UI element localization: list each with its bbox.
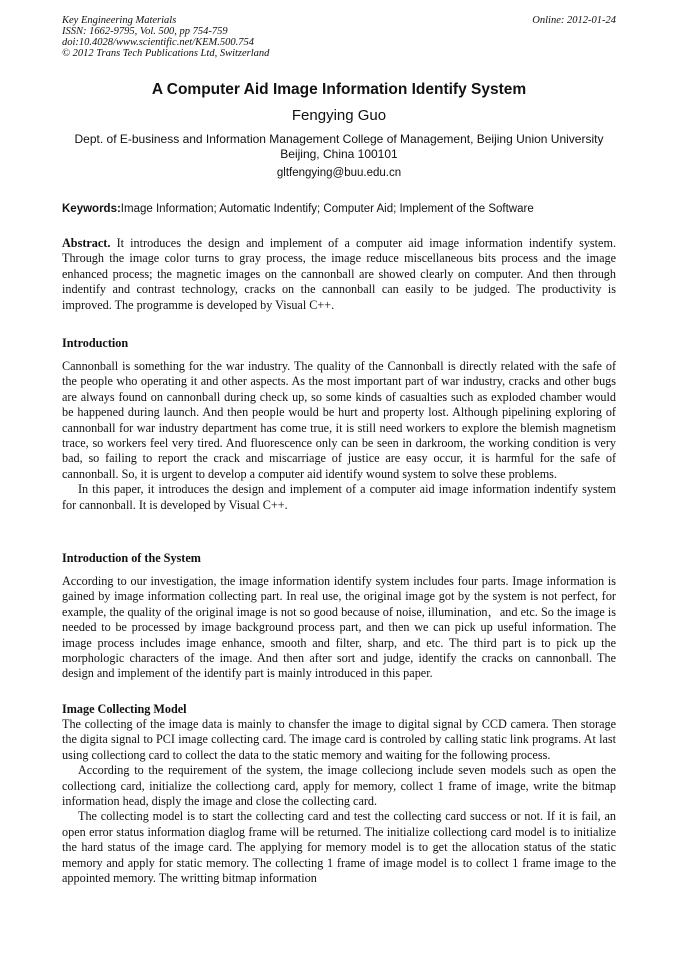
abstract-label: Abstract.	[62, 236, 111, 250]
author-name: Fengying Guo	[291, 107, 387, 124]
paragraph: The collecting of the image data is mainly to chansfer the image to digital signal by CCD camera. Then storage the digita signal to PCI image collecting card. The image card is controled by calling static link programs. At last using collectiong card to collect the data to the static memory and waiting for the following process.	[62, 717, 616, 762]
copyright-line: © 2012 Trans Tech Publications Ltd, Switzerland	[62, 48, 270, 59]
journal-name: Key Engineering Materials	[62, 15, 177, 26]
section-introduction	[62, 359, 616, 513]
keywords-text: Image Information; Automatic Indentify; Computer Aid; Implement of the Software	[120, 203, 534, 215]
paragraph: Cannonball is something for the war industry. The quality of the Cannonball is directly related with the safe of the people who operating it and other aspects. As the most important part of war industry, cracks and other bugs are always found on cannonball during check up, so some kinds of casualties such as exploded chamber would be happened during launch. And then people would be hurt and property lost. Although pipelining exploring of cannonball for war industry department has come true, it is still need workers to explore the blemish magnetism trace, so workers feel very tired. And fluorescence only can be seen in darkroom, the working condition is very bad, so failing to report the crack and miscarriage of justice are easy occur, it is harmful for the safe of cannonball. So, it is urgent to develop a computer aid identify wound system to solve these problems.	[62, 359, 616, 481]
online-date: Online: 2012-01-24	[532, 15, 616, 26]
keywords-label: Keywords:	[62, 203, 121, 215]
section-image-collecting	[62, 717, 616, 886]
abstract-text: It introduces the design and implement of a computer aid image information indentify system. Through the image color turns to gray process, the image reduce miscellaneous bits process and the image enhanced process; the magnetic images on the cannonball are showed clearly on computer. And then through indentify and contrast technology, cracks on the cannonball can easily to be judged. The productivity is improved. The programme is developed by Visual C++.	[62, 236, 616, 312]
section-heading-system: Introduction of the System	[62, 551, 201, 565]
author-email: gltfengying@buu.edu.cn	[276, 167, 402, 179]
section-heading-introduction: Introduction	[62, 336, 129, 350]
paragraph: According to our investigation, the image information identify system includes four parts. Image information is gained by image information collecting part. In real use, the original image got by the system is not perfect, for example, the quality of the original image is not so good because of noise, illumination，and etc. So the image is needed to be processed by image background process part, and then we can pick up useful information. The image process includes image enhance, smooth and filter, sharp, and etc. The third part is to pick up the morphologic characters of the image. And then after sort and judge, identify the cracks on cannonball. The design and implement of the identify part is mainly introduced in this paper.	[62, 574, 616, 681]
keywords-line	[62, 202, 616, 217]
journal-header	[62, 15, 269, 59]
paragraph: The collecting model is to start the collecting card and test the collecting card success or not. If it is fail, an open error status information diaglog frame will be returned. The initialize collectiong card model is to initialize the hard status of the image card. The applying for memory model is to get the allocation status of the static memory and apply for static memory. The collecting 1 frame of image model is to collect 1 frame image to the appointed memory. The writting bitmap information	[62, 809, 616, 886]
issn-line: ISSN: 1662-9795, Vol. 500, pp 754-759	[62, 26, 228, 37]
abstract	[62, 236, 616, 313]
section-system	[62, 574, 616, 682]
paragraph: In this paper, it introduces the design and implement of a computer aid image information indentify system for cannonball. It is developed by Visual C++.	[62, 482, 616, 512]
affiliation: Dept. of E-business and Information Management College of Management, Beijing Union University Beijing, China 100101	[74, 132, 604, 161]
paper-title: A Computer Aid Image Information Identify System	[151, 81, 527, 98]
paragraph: According to the requirement of the system, the image colleciong include seven models such as open the collectiong card, initialize the collectiong card, apply for memory, collect 1 frame of image, write the bitmap information head, disply the image and close the collecting card.	[62, 763, 616, 809]
doi-line: doi:10.4028/www.scientific.net/KEM.500.754	[62, 37, 254, 48]
section-heading-image-collecting: Image Collecting Model	[62, 702, 187, 716]
